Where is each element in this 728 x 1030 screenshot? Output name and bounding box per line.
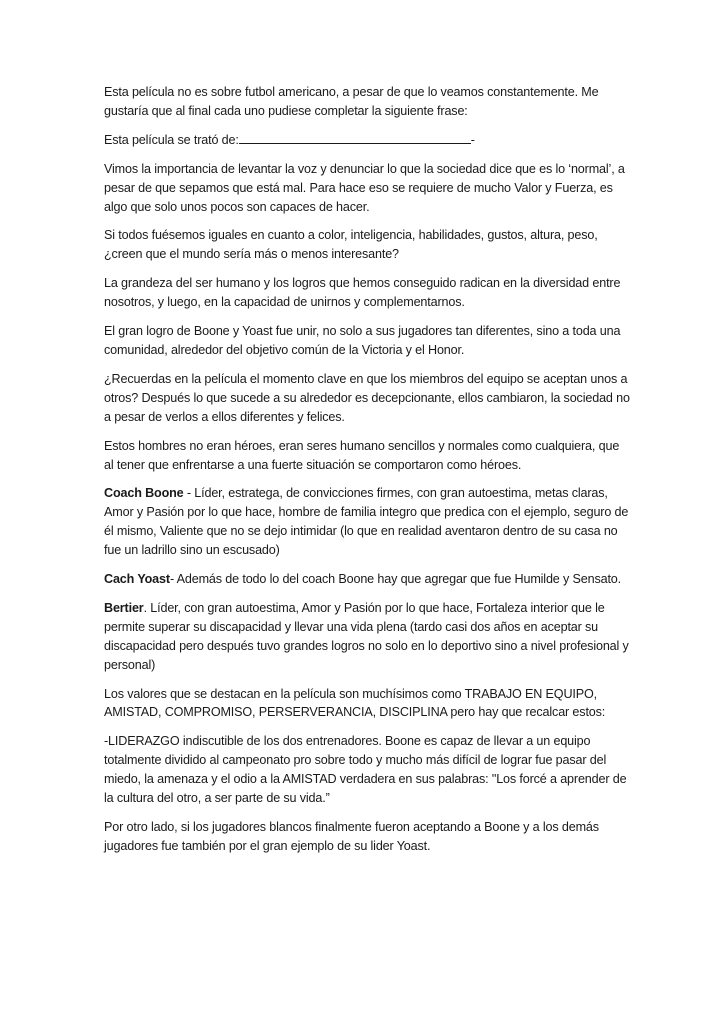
coach-boone-heading: Coach Boone [104, 486, 184, 501]
fill-in-prompt: Esta película se trató de: [104, 132, 239, 147]
paragraph-courage: Vimos la importancia de levantar la voz y denunciar lo que la sociedad dice que es lo ‘normal’, a pesar de que sepamos que está mal. Para hace eso se requiere de mucho Valor y Fuerza, es algo que solo unos pocos son capaces de hacer. [104, 161, 625, 214]
paragraph-diversity-question: Si todos fuésemos iguales en cuanto a color, inteligencia, habilidades, gustos, altura, peso, ¿creen que el mundo sería más o menos interesante? [104, 228, 598, 262]
coach-boone-description: - Líder, estratega, de convicciones firmes, con gran autoestima, metas claras, Amor y Pasión por lo que hace, hombre de familia integro que predica con el ejemplo, seguro de él mismo, Valiente que no se dejo intimidar (lo que en realidad aventaron dentro de su casa no fue un ladrillo sino un escusado) [104, 486, 629, 558]
paragraph-closing: Por otro lado, si los jugadores blancos finalmente fueron aceptando a Boone y a los demás jugadores fue también por el gran ejemplo de su lider Yoast. [104, 820, 599, 853]
paragraph-key-moment: ¿Recuerdas en la película el momento clave en que los miembros del equipo se aceptan unos a otros? Después lo que sucede a su alrededor es decepcionante, ellos cambiaron, la sociedad no a pesar de verlos a ellos diferentes y felices. [104, 371, 630, 424]
paragraph-coach-yoast [104, 570, 630, 589]
fill-in-blank-line [239, 132, 471, 144]
paragraph-coach-boone [104, 484, 630, 560]
document-page [104, 83, 630, 866]
paragraph-leadership: -LIDERAZGO indiscutible de los dos entrenadores. Boone es capaz de llevar a un equipo totalmente dividido al campeonato pro sobre todo y mucho más difícil de lograr fue pasar del miedo, la amenaza y el odio a la AMISTAD verdadera en sus palabras: "Los forcé a aprender de la cultura del otro, a ser parte de su vida.” [104, 734, 627, 806]
bertier-description: . Líder, con gran autoestima, Amor y Pasión por lo que hace, Fortaleza interior que le permite superar su discapacidad y llevar una vida plena (tardo casi dos años en aceptar su discapacidad pero después tuvo grandes logros no solo en lo deportivo sino a nivel profesional y personal) [104, 600, 629, 672]
paragraph-intro: Esta película no es sobre futbol americano, a pesar de que lo veamos constantemente. Me gustaría que al final cada uno pudiese completar la siguiente frase: [104, 85, 599, 118]
bertier-heading: Bertier [104, 600, 144, 615]
paragraph-values: Los valores que se destacan en la película son muchísimos como TRABAJO EN EQUIPO, AMISTAD, COMPROMISO, PERSERVERANCIA, DISCIPLINA pero hay que recalcar estos: [104, 686, 606, 720]
paragraph-human-greatness: La grandeza del ser humano y los logros que hemos conseguido radican en la diversidad entre nosotros, y luego, en la capacidad de unirnos y complementarnos. [104, 276, 621, 310]
paragraph-boone-yoast-achievement: El gran logro de Boone y Yoast fue unir, no solo a sus jugadores tan diferentes, sino a toda una comunidad, alrededor del objetivo común de la Victoria y el Honor. [104, 324, 621, 357]
coach-yoast-heading: Cach Yoast [104, 572, 170, 587]
paragraph-ordinary-heroes: Estos hombres no eran héroes, eran seres humano sencillos y normales como cualquiera, que al tener que enfrentarse a una fuerte situación se comportaron como héroes. [104, 438, 620, 472]
paragraph-bertier [104, 599, 630, 675]
fill-in-suffix: - [470, 132, 475, 147]
coach-yoast-description: - Además de todo lo del coach Boone hay que agregar que fue Humilde y Sensato. [169, 572, 622, 587]
paragraph-fill-in-sentence [104, 131, 630, 150]
